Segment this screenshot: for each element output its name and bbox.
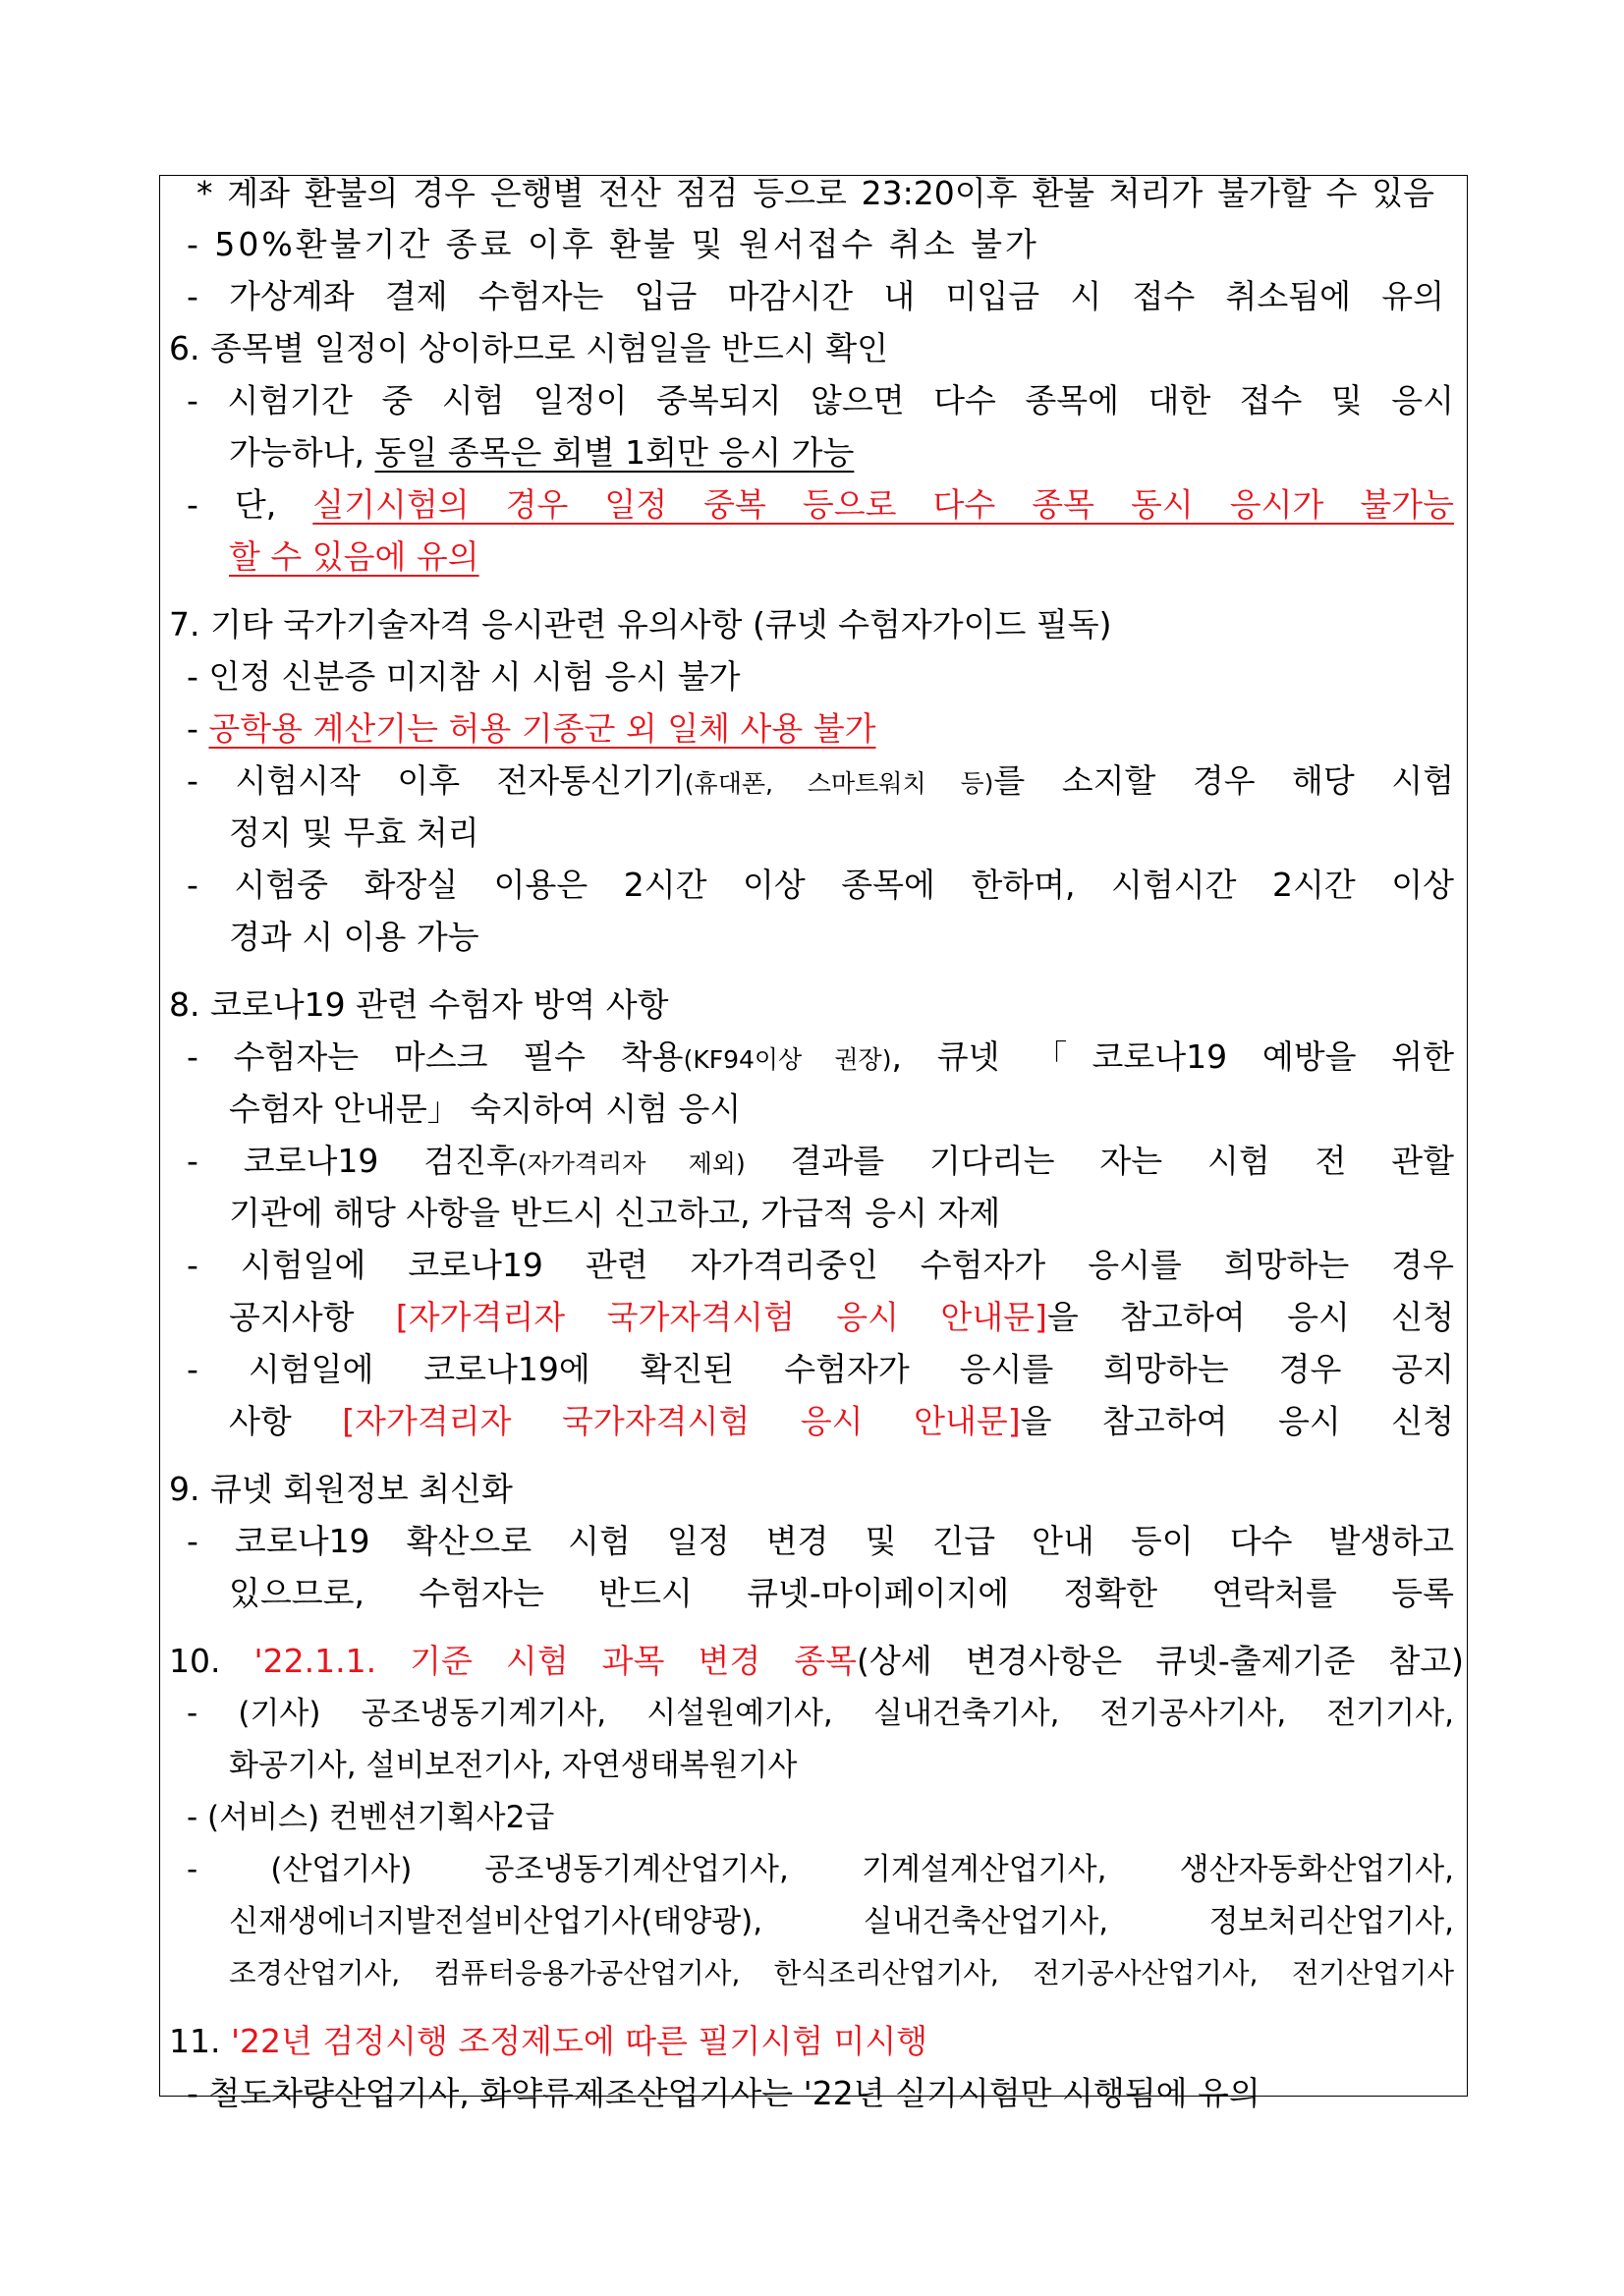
line-suffix: (상세 변경사항은 큐넷-출제기준 참고): [857, 1642, 1464, 1680]
highlight-text: [자가격리자 국가자격시험 응시 안내문]: [342, 1402, 1021, 1440]
text-line: [187, 1688, 1454, 1739]
line-text: 경과 시 이용 가능: [229, 918, 479, 956]
text-line: [187, 1032, 1454, 1083]
highlight-text: 공학용 계산기는 허용 기종군 외 일체 사용 불가: [208, 709, 876, 748]
line-prefix: 사항: [229, 1402, 343, 1440]
line-text: - 코로나19 확산으로 시험 일정 변경 및 긴급 안내 등이 다수 발생하고: [187, 1522, 1454, 1560]
line-text: 7. 기타 국가기술자격 응시관련 유의사항 (큐넷 수험자가이드 필독): [169, 605, 1112, 644]
line-text: 6. 종목별 일정이 상이하므로 시험일을 반드시 확인: [169, 329, 888, 367]
line-suffix: 을 참고하여 응시 신청: [1020, 1402, 1454, 1440]
text-line: [229, 1396, 1454, 1447]
text-line: [187, 1844, 1454, 1895]
line-text: 기관에 해당 사항을 반드시 신고하고, 가급적 응시 자제: [229, 1194, 1001, 1232]
line-suffix: 를 소지할 경우 해당 시험: [993, 761, 1454, 800]
line-text: - 50%환불기간 종료 이후 환불 및 원서접수 취소 불가: [187, 225, 1039, 263]
text-line: [229, 1568, 1454, 1619]
text-line: [229, 427, 854, 478]
line-prefix: -: [187, 709, 209, 748]
text-line: [196, 168, 1434, 219]
text-line: [169, 1464, 513, 1515]
line-prefix: 11.: [169, 2022, 231, 2060]
line-prefix: - 시험시작 이후 전자통신기기: [187, 761, 685, 800]
line-text: 조경산업기사, 컴퓨터응용가공산업기사, 한식조리산업기사, 전기공사산업기사, 전기산업기사: [229, 1957, 1454, 1989]
line-text: - 시험중 화장실 이용은 2시간 이상 종목에 한하며, 시험시간 2시간 이상: [187, 866, 1454, 904]
line-prefix: - 수험자는 마스크 필수 착용: [187, 1037, 684, 1076]
underlined-text: 동일 종목은 회별 1회만 응시 가능: [374, 433, 855, 472]
text-line: [187, 271, 1444, 322]
text-line: [229, 912, 479, 963]
line-text: * 계좌 환불의 경우 은행별 전산 점검 등으로 23:20이후 환불 처리가 불가할 수 있음: [196, 174, 1434, 212]
line-suffix: 을 참고하여 응시 신청: [1046, 1298, 1454, 1336]
highlight-text: '22년 검정시행 조정제도에 따른 필기시험 미시행: [230, 2022, 928, 2060]
text-line: [187, 219, 1039, 270]
line-note: (휴대폰, 스마트워치 등): [684, 769, 994, 798]
line-text: - (기사) 공조냉동기계기사, 시설원예기사, 실내건축기사, 전기공사기사, 전기기사,: [187, 1696, 1454, 1731]
line-text: - (산업기사) 공조냉동기계산업기사, 기계설계산업기사, 생산자동화산업기사,: [187, 1852, 1454, 1887]
text-line: [187, 2068, 1260, 2119]
highlight-text: 할 수 있음에 유의: [229, 537, 479, 576]
line-note: (KF94이상 권장): [683, 1045, 892, 1074]
text-line: [169, 599, 1112, 650]
highlight-text: [자가격리자 국가자격시험 응시 안내문]: [395, 1298, 1047, 1336]
text-line: [187, 1344, 1454, 1395]
text-line: [229, 1896, 1454, 1947]
line-prefix: - 단,: [187, 485, 313, 524]
line-text: - 시험기간 중 시험 일정이 중복되지 않으면 다수 종목에 대한 접수 및 응시: [187, 381, 1454, 420]
line-prefix: 가능하나,: [229, 433, 375, 472]
line-prefix: - 코로나19 검진후: [187, 1142, 518, 1180]
line-prefix: 10.: [169, 1642, 254, 1680]
text-line: [187, 375, 1454, 426]
text-line: [187, 860, 1454, 911]
line-text: 화공기사, 설비보전기사, 자연생태복원기사: [229, 1748, 798, 1783]
line-prefix: 공지사항: [229, 1298, 396, 1336]
text-line: [187, 756, 1454, 807]
text-line: [229, 1084, 741, 1135]
line-text: - (서비스) 컨벤션기획사2급: [187, 1800, 555, 1835]
text-line: [187, 651, 741, 702]
line-text: - 시험일에 코로나19에 확진된 수험자가 응시를 희망하는 경우 공지: [187, 1350, 1454, 1388]
highlight-text: '22.1.1. 기준 시험 과목 변경 종목: [253, 1642, 858, 1680]
text-line: [229, 1948, 1454, 1999]
highlight-text: 실기시험의 경우 일정 중복 등으로 다수 종목 동시 응시가 불가능: [312, 485, 1454, 524]
line-suffix: 결과를 기다리는 자는 시험 전 관할: [745, 1142, 1454, 1180]
line-suffix: , 큐넷 「코로나19 예방을 위한: [891, 1037, 1454, 1076]
text-line: [229, 532, 479, 583]
text-line: [187, 1240, 1454, 1291]
text-line: [229, 1188, 1000, 1239]
line-text: 정지 및 무효 처리: [229, 813, 479, 852]
line-note: (자가격리자 제외): [517, 1149, 746, 1178]
line-text: 수험자 안내문」 숙지하여 시험 응시: [229, 1090, 742, 1128]
text-line: [229, 1292, 1454, 1343]
text-line: [169, 980, 668, 1031]
text-line: [187, 1516, 1454, 1567]
text-line: [187, 1136, 1454, 1187]
line-text: - 인정 신분증 미지참 시 시험 응시 불가: [187, 657, 741, 696]
text-line: [229, 1740, 797, 1791]
line-text: 있으므로, 수험자는 반드시 큐넷-마이페이지에 정확한 연락처를 등록: [229, 1574, 1454, 1612]
line-text: - 시험일에 코로나19 관련 자가격리중인 수험자가 응시를 희망하는 경우: [187, 1246, 1454, 1284]
line-text: - 철도차량산업기사, 화약류제조산업기사는 '22년 실기시험만 시행됨에 유의: [187, 2074, 1260, 2112]
text-line: [187, 703, 876, 755]
text-line: [169, 323, 888, 374]
text-line: [169, 2016, 927, 2067]
text-line: [187, 479, 1454, 531]
line-text: - 가상계좌 결제 수험자는 입금 마감시간 내 미입금 시 접수 취소됨에 유의: [187, 277, 1444, 315]
text-line: [229, 808, 479, 859]
line-text: 9. 큐넷 회원정보 최신화: [169, 1470, 513, 1508]
text-line: [169, 1636, 1464, 1687]
text-line: [187, 1792, 554, 1843]
line-text: 신재생에너지발전설비산업기사(태양광), 실내건축산업기사, 정보처리산업기사,: [229, 1904, 1454, 1939]
line-text: 8. 코로나19 관련 수험자 방역 사항: [169, 985, 669, 1024]
